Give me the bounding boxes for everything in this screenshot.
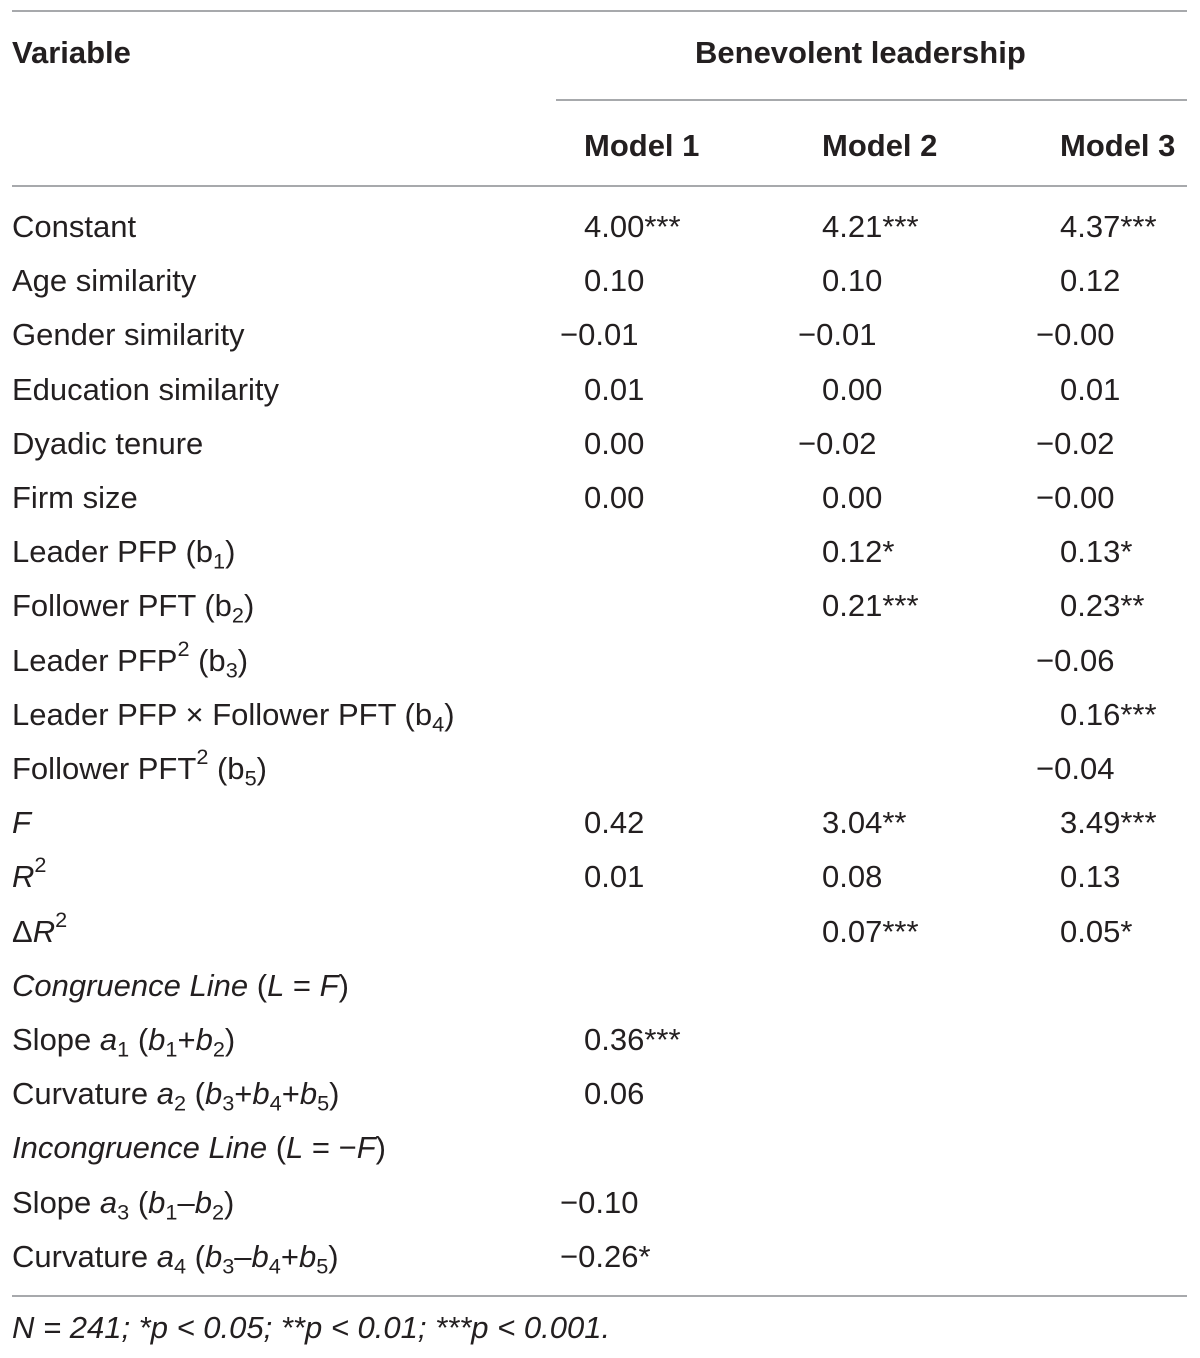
model-1-value: 4.00*** xyxy=(584,209,681,244)
note-text: N = 241; *p < 0.05; **p < 0.01; ***p < 0.001. xyxy=(12,1310,611,1345)
variable-cell: Leader PFP $(b_1)$ xyxy=(12,534,236,574)
model-1-value: 0.01 xyxy=(584,371,645,407)
variable-cell: Follower PFT $(b_2)$ xyxy=(12,588,255,628)
variable-cell: Incongruence Line (L = −F) xyxy=(12,1130,386,1166)
variable-cell: Education similarity xyxy=(12,371,280,407)
model-3-value: 0.16*** xyxy=(1060,696,1157,732)
group-header: Benevolent leadership xyxy=(695,35,1026,70)
model-3-value: −0.00 xyxy=(1036,480,1115,515)
table-row xyxy=(0,579,1200,633)
model-3-value: 0.23** xyxy=(1060,588,1145,624)
model-1-value: 0.01 xyxy=(584,859,645,895)
variable-cell: Curvature $a_2$ $(b_3+b_4+b_5)$ xyxy=(12,1076,340,1116)
model-3-value: −0.06 xyxy=(1036,642,1115,678)
table-row xyxy=(0,634,1200,688)
model-1-value: 0.00 xyxy=(584,425,645,461)
table-note xyxy=(12,1308,610,1348)
model-1-value: −0.26* xyxy=(560,1238,651,1274)
variable-cell: Leader PFP$^2$ $(b_3)$ xyxy=(12,635,249,683)
variable-cell: Constant xyxy=(12,209,137,244)
table-row xyxy=(0,308,1200,362)
table-row xyxy=(0,905,1200,959)
variable-cell: Leader PFP × Follower PFT $(b_4)$ xyxy=(12,696,455,737)
variable-header: Variable xyxy=(12,35,131,70)
model-3-value: 0.01 xyxy=(1060,371,1121,407)
table-row xyxy=(0,200,1200,254)
table-row xyxy=(0,796,1200,850)
table-row xyxy=(0,688,1200,742)
table-row xyxy=(0,742,1200,796)
variable-cell: Slope $a_1$ $(b_1+b_2)$ xyxy=(12,1022,236,1062)
model-3-value: −0.00 xyxy=(1036,317,1115,353)
model-2-value: 3.04** xyxy=(822,805,907,841)
model-2-value: 0.12* xyxy=(822,534,895,570)
table-row xyxy=(0,525,1200,579)
group-rule xyxy=(556,99,1187,101)
variable-cell: Dyadic tenure xyxy=(12,425,204,461)
model-3-value: 0.13 xyxy=(1060,859,1121,895)
variable-cell: Firm size xyxy=(12,480,138,515)
header-rule xyxy=(12,185,1187,187)
model-2-value: 0.00 xyxy=(822,371,883,407)
model-1-value: 0.06 xyxy=(584,1076,645,1112)
model-1-header: Model 1 xyxy=(584,128,700,163)
model-3-value: −0.02 xyxy=(1036,425,1115,461)
bottom-rule xyxy=(12,1295,1187,1297)
variable-cell: $R^2$ xyxy=(12,852,47,895)
variable-cell: $\Delta R^2$ xyxy=(12,906,68,949)
model-1-value: 0.36*** xyxy=(584,1022,681,1057)
table-row xyxy=(0,417,1200,471)
table-row xyxy=(0,471,1200,525)
model-2-value: 0.07*** xyxy=(822,913,919,949)
table-row xyxy=(0,1121,1200,1175)
model-2-header: Model 2 xyxy=(822,128,938,163)
model-1-value: −0.10 xyxy=(560,1184,639,1220)
model-1-value: 0.00 xyxy=(584,480,645,515)
table-row xyxy=(0,1013,1200,1067)
model-2-value: 0.00 xyxy=(822,480,883,515)
model-1-value: −0.01 xyxy=(560,317,639,353)
table-row xyxy=(0,254,1200,308)
model-3-value: 0.12 xyxy=(1060,263,1121,299)
variable-cell: Slope $a_3$ $(b_1-b_2)$ xyxy=(12,1184,235,1225)
model-3-value: 4.37*** xyxy=(1060,209,1157,244)
model-3-value: 3.49*** xyxy=(1060,805,1157,841)
model-2-value: 0.08 xyxy=(822,859,883,895)
model-3-value: 0.13* xyxy=(1060,534,1133,570)
variable-cell: Follower PFT$^2$ $(b_5)$ xyxy=(12,743,267,791)
table-row xyxy=(0,1176,1200,1230)
model-2-value: 0.21*** xyxy=(822,588,919,624)
table-row xyxy=(0,1230,1200,1284)
model-2-value: 4.21*** xyxy=(822,209,919,244)
variable-cell: Gender similarity xyxy=(12,317,245,353)
model-2-value: −0.02 xyxy=(798,425,877,461)
model-1-value: 0.42 xyxy=(584,805,645,841)
model-3-value: −0.04 xyxy=(1036,751,1115,786)
table-row xyxy=(0,959,1200,1013)
variable-cell: Age similarity xyxy=(12,263,197,299)
table-row xyxy=(0,363,1200,417)
model-3-header: Model 3 xyxy=(1060,128,1176,163)
variable-cell: Congruence Line (L = F) xyxy=(12,967,349,1003)
model-2-value: 0.10 xyxy=(822,263,883,299)
model-3-value: 0.05* xyxy=(1060,913,1133,949)
table-row xyxy=(0,850,1200,904)
variable-cell: Curvature $a_4$ $(b_3-b_4+b_5)$ xyxy=(12,1238,339,1279)
variable-cell: F xyxy=(12,805,31,841)
model-1-value: 0.10 xyxy=(584,263,645,299)
model-2-value: −0.01 xyxy=(798,317,877,353)
table-row xyxy=(0,1067,1200,1121)
top-rule xyxy=(12,10,1187,12)
